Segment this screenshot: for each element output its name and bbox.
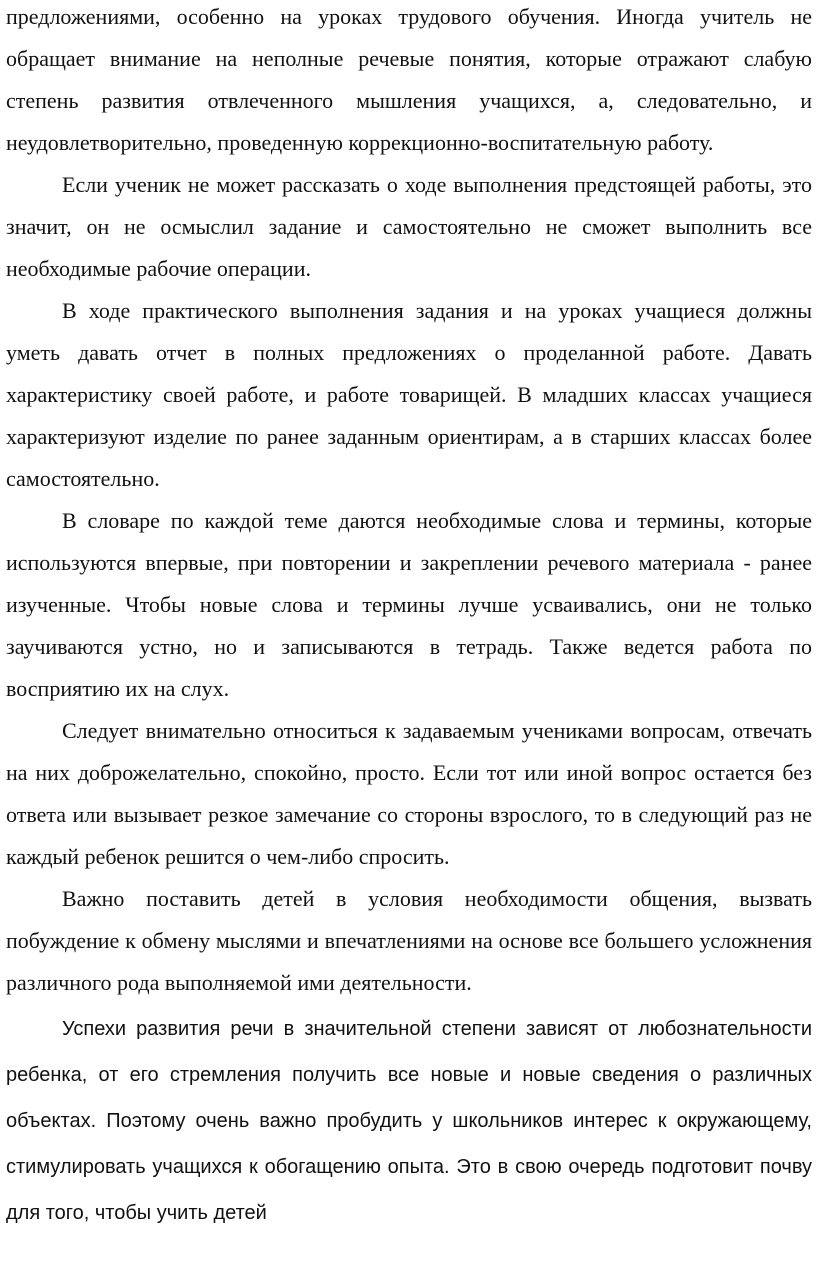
paragraph-4: В словаре по каждой теме даются необходимые слова и термины, которые используются впервые, при повторении и закреплении речевого материала - ранее изученные. Чтобы новые слова и термины лучше усваивались, они не только заучиваются устно, но и записываются в тетрадь. Также ведется работа по восприятию их на слух. <box>6 508 812 701</box>
paragraph-1: предложениями, особенно на уроках трудового обучения. Иногда учитель не обращает внимание на неполные речевые понятия, которые отражают слабую степень развития отвлеченного мышления учащихся, а, следовательно, и неудовлетворительно, проведенную коррекционно-воспитательную работу. <box>6 4 812 155</box>
paragraph-5: Следует внимательно относиться к задаваемым учениками вопросам, отвечать на них доброжелательно, спокойно, просто. Если тот или иной вопрос остается без ответа или вызывает резкое замечание со стороны взрослого, то в следующий раз не каждый ребенок решится о чем-либо спросить. <box>6 718 812 869</box>
paragraph-3: В ходе практического выполнения задания и на уроках учащиеся должны уметь давать отчет в полных предложениях о проделанной работе. Давать характеристику своей работе, и работе товарищей. В младших классах учащиеся характеризуют изделие по ранее заданным ориентирам, а в старших классах более самостоятельно. <box>6 298 812 491</box>
document-page <box>6 0 812 1236</box>
paragraph-7: Успехи развития речи в значительной степени зависят от любознательности ребенка, от его стремления получить все новые и новые сведения о различных объектах. Поэтому очень важно пробудить у школьников интерес к окружающему, стимулировать учащихся к обогащению опыта. Это в свою очередь подготовит почву для того, чтобы учить детей <box>6 1018 812 1224</box>
paragraph-2: Если ученик не может рассказать о ходе выполнения предстоящей работы, это значит, он не осмыслил задание и самостоятельно не сможет выполнить все необходимые рабочие операции. <box>6 172 812 281</box>
paragraph-6: Важно поставить детей в условия необходимости общения, вызвать побуждение к обмену мыслями и впечатлениями на основе все большего усложнения различного рода выполняемой ими деятельности. <box>6 886 812 995</box>
